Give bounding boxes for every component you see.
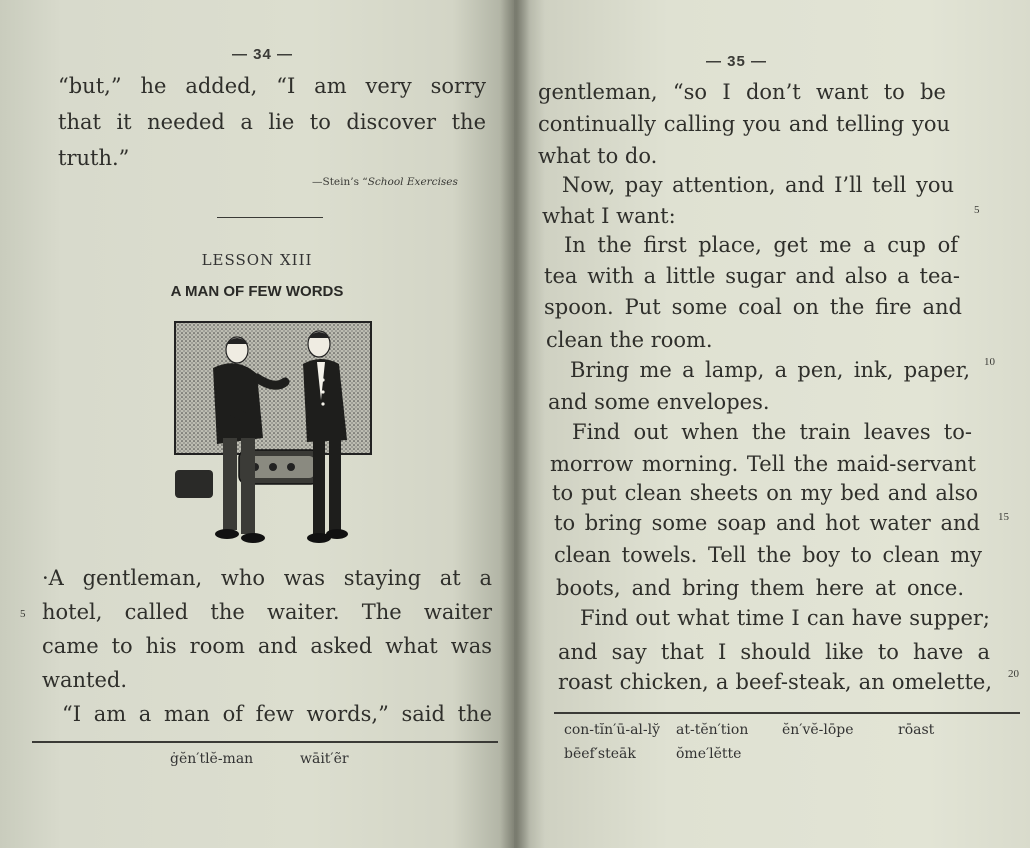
text-line: continually calling you and telling you [538,112,950,136]
text-line: wanted. [42,668,128,692]
line-number: 20 [1008,668,1019,680]
footnote-rule [32,741,498,743]
lesson-title: A MAN OF FEW WORDS [170,283,344,300]
text-line: and say that I should like to have a [558,640,990,664]
page-number-35: — 35 — [706,53,768,70]
footnote-word: bēef′steāk [564,746,636,762]
text-line: to put clean sheets on my bed and also [552,481,978,505]
text-line: clean the room. [546,328,713,352]
section-divider [217,217,323,218]
page-number-34: — 34 — [232,46,294,63]
text-line: Bring me a lamp, a pen, ink, paper, [570,358,970,382]
book-gutter [500,0,530,848]
text-line: roast chicken, a beef-steak, an omelette, [558,670,992,694]
footnote-word: con-tĭn′ū-al-ly̆ [564,722,661,738]
text-line: to bring some soap and hot water and [554,511,980,535]
right-page [514,0,1030,848]
footnote-row [564,746,741,762]
footnote-word: wāit′ẽr [300,751,349,767]
text-line: hotel, called the waiter. The waiter [42,600,492,624]
text-line: Find out when the train leaves to- [572,420,972,444]
text-line: spoon. Put some coal on the fire and [544,295,962,319]
text-line: “but,” he added, “I am very sorry [58,74,486,98]
text-line: clean towels. Tell the boy to clean my [554,543,982,567]
text-line: morrow morning. Tell the maid-servant [550,452,976,476]
text-line: ·A gentleman, who was staying at a [42,566,492,590]
text-line: that it needed a lie to discover the [58,110,486,134]
text-line: In the first place, get me a cup of [564,233,958,257]
illustration-gentleman-and-waiter [173,320,373,556]
footnote-rule [554,712,1020,714]
text-line: tea with a little sugar and also a tea- [544,264,960,288]
footnote-row [564,722,934,738]
source-citation [312,176,458,188]
text-line: gentleman, “so I don’t want to be [538,80,946,104]
footnote-word: at-tĕn′tion [676,722,749,738]
text-line: what I want: [542,204,676,228]
lesson-label: LESSON XIII [201,251,313,269]
text-line: truth.” [58,146,130,170]
source-prefix: —Stein’s “ [312,176,368,188]
text-line: what to do. [538,144,658,168]
footnote-word: rōast [898,722,935,738]
footnote-word: ġĕn′tlĕ-man [170,751,254,767]
text-line: Find out what time I can have supper; [580,606,990,630]
left-page [0,0,514,848]
footnote-word: ŏme′lĕtte [676,746,742,762]
text-line: boots, and bring them here at once. [556,576,964,600]
footnote-word: ĕn′vĕ-lōpe [782,722,854,738]
line-number: 10 [984,356,995,368]
line-number: 5 [974,204,980,216]
text-line: Now, pay attention, and I’ll tell you [562,173,954,197]
text-line: and some envelopes. [548,390,770,414]
line-number: 15 [998,511,1009,523]
text-line: “I am a man of few words,” said the [62,702,492,726]
line-number: 5 [20,608,26,620]
source-title: School Exercises [367,176,458,188]
text-line: came to his room and asked what was [42,634,492,658]
